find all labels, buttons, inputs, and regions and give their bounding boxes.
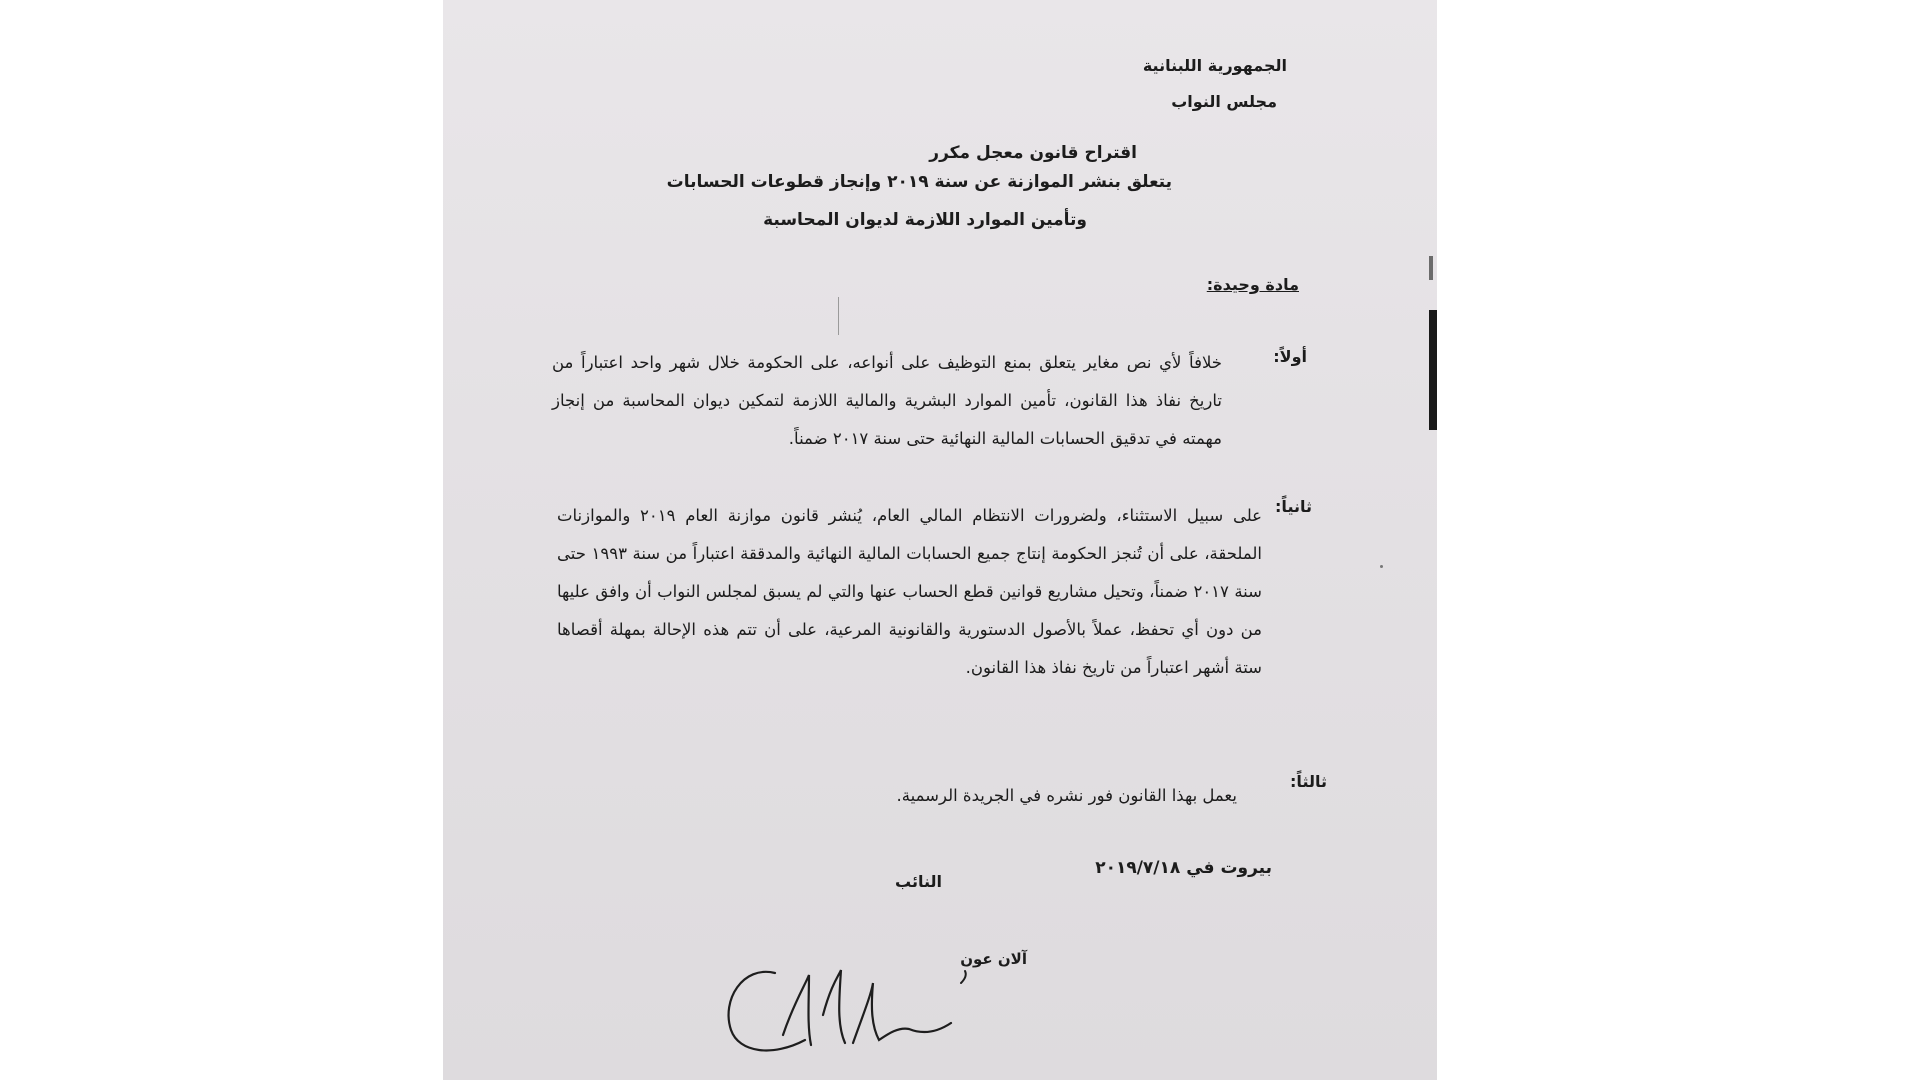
article-3-label: ثالثاً: (1290, 772, 1327, 791)
place-date: بيروت في ٢٠١٩/٧/١٨ (1095, 858, 1272, 878)
signer-name: آلان عون (960, 950, 1027, 968)
paper-edge-shadow (1429, 310, 1437, 430)
stray-dot (1380, 565, 1383, 568)
title-line-1: اقتراح قانون معجل مكرر (929, 143, 1137, 163)
handwritten-signature (713, 945, 1033, 1065)
article-1-text: خلافاً لأي نص مغاير يتعلق بمنع التوظيف على أنواعه، على الحكومة خلال شهر واحد اعتباراً من تاريخ نفاذ هذا القانون، تأمين الموارد البشرية والمالية اللازمة لتمكين ديوان المحاسبة من إنجاز مهمته في تدقيق الحسابات المالية النهائية حتى سنة ٢٠١٧ ضمناً. (552, 353, 1222, 448)
stray-pen-mark (838, 297, 839, 335)
article-2-label: ثانياً: (1275, 497, 1312, 516)
document-photo (443, 0, 1437, 1080)
title-line-2: يتعلق بنشر الموازنة عن سنة ٢٠١٩ وإنجاز قطوعات الحسابات (666, 172, 1172, 192)
edge-mark (1429, 256, 1433, 280)
article-3-text: يعمل بهذا القانون فور نشره في الجريدة الرسمية. (896, 786, 1237, 805)
header-parliament: مجلس النواب (1171, 92, 1277, 111)
article-2-text: على سبيل الاستثناء، ولضرورات الانتظام المالي العام، يُنشر قانون موازنة العام ٢٠١٩ والموازنات الملحقة، على أن تُنجز الحكومة إنتاج جميع الحسابات المالية النهائية والمدققة اعتباراً من سنة ١٩٩٣ حتى سنة ٢٠١٧ ضمناً، وتحيل مشاريع قوانين قطع الحساب عنها والتي لم يسبق لمجلس النواب أن وافق عليها من دون أي تحفظ، عملاً بالأصول الدستورية والقانونية المرعية، على أن تتم هذه الإحالة بمهلة أقصاها ستة أشهر اعتباراً من تاريخ نفاذ هذا القانون. (557, 506, 1262, 677)
signer-title: النائب (895, 872, 942, 891)
section-label: مادة وحيدة: (1206, 275, 1299, 294)
article-1-label: أولاً: (1273, 347, 1307, 366)
header-republic: الجمهورية اللبنانية (1142, 56, 1287, 75)
title-line-3: وتأمين الموارد اللازمة لديوان المحاسبة (763, 210, 1087, 230)
